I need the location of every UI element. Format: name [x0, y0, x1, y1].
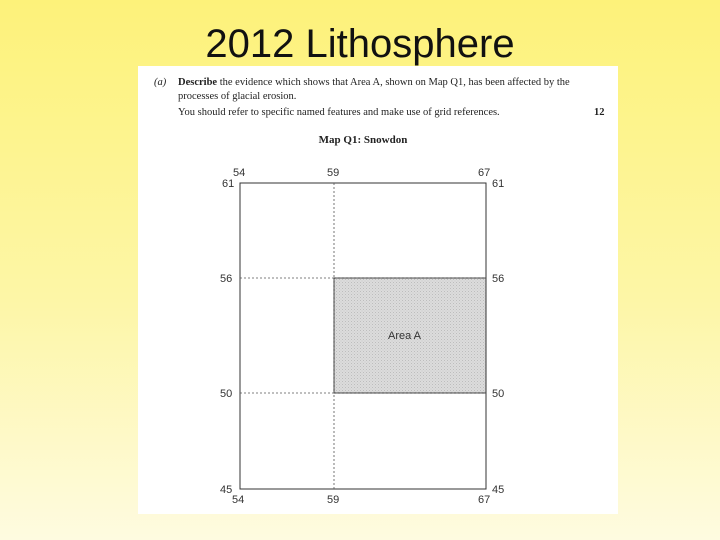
northing-right-56: 56	[492, 273, 505, 285]
grid-map	[138, 66, 618, 514]
northing-right-top: 61	[492, 178, 505, 190]
northing-left-top: 61	[222, 178, 235, 190]
question-marks: 12	[594, 107, 605, 118]
question-instruction: You should refer to specific named features and make use of grid references.	[178, 107, 500, 118]
easting-top-left: 54	[233, 167, 246, 179]
northing-left-bottom: 45	[220, 484, 233, 496]
easting-bottom-mid: 59	[327, 494, 340, 506]
northing-left-50: 50	[220, 388, 233, 400]
easting-top-right: 67	[478, 167, 491, 179]
slide-title: 2012 Lithosphere	[205, 22, 515, 66]
easting-top-mid: 59	[327, 167, 340, 179]
northing-right-bottom: 45	[492, 484, 505, 496]
easting-bottom-left: 54	[232, 494, 245, 506]
area-a-label: Area A	[388, 330, 422, 342]
northing-left-56: 56	[220, 273, 233, 285]
northing-right-50: 50	[492, 388, 505, 400]
question-body: the evidence which shows that Area A, shown on Map Q1, has been affected by the processes of glacial erosion.	[178, 77, 570, 102]
exam-question-image	[138, 66, 618, 514]
question-verb: Describe	[178, 77, 218, 88]
map-caption: Map Q1: Snowdon	[318, 134, 408, 146]
question-letter: (a)	[154, 77, 167, 88]
easting-bottom-right: 67	[478, 494, 491, 506]
